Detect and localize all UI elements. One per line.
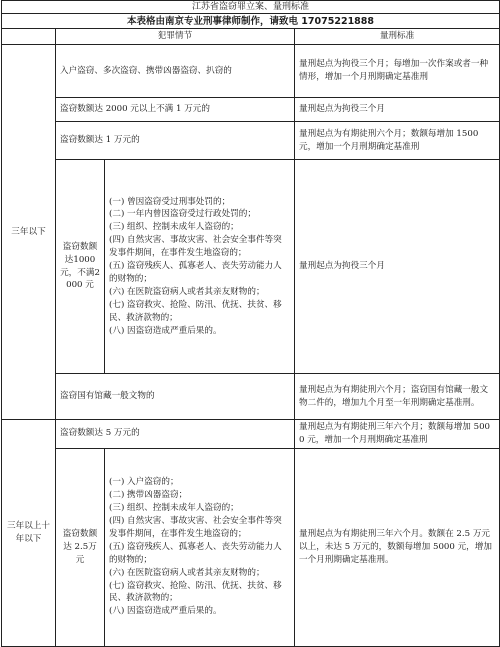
list-item: (四) 自然灾害、事故灾害、社会安全事件等突发事件期间，在事件发生地盗窃的； [109, 516, 282, 539]
list-item: (四) 自然灾害、事故灾害、社会安全事件等突发事件期间，在事件发生地盗窃的； [109, 235, 282, 259]
sub-label: 盗窃数额达 2.5万元 [56, 448, 105, 646]
notice-banner: 本表格由南京专业刑事律师制作，请致电 17075221888 [2, 14, 500, 29]
crime-cell: 盗窃数额达 2000 元以上不满 1 万元的 [56, 98, 295, 122]
sentence-cell: 量刑起点为有期徒刑三年六个月。数额在 2.5 万元以上，未达 5 万元的，数额每增加 5000 元，增加一个月刑期确定基准刑。 [295, 448, 500, 646]
sentence-cell: 量刑起点为拘役三个月 [295, 160, 500, 374]
header-sentence: 量刑标准 [295, 29, 500, 45]
sentencing-table [1, 0, 500, 647]
crime-cell: 盗窃国有馆藏一般文物的 [56, 374, 295, 420]
group-label-3-to-10-years: 三年以上十年以下 [2, 420, 56, 647]
table-title: 江苏省盗窃罪立案、量刑标准 [2, 1, 500, 14]
sentence-cell: 量刑起点为有期徒刑三年六个月；数额每增加 5000 元，增加一个月刑期确定基准刑 [295, 420, 500, 449]
list-item: (三) 组织、控制未成年人盗窃的； [109, 503, 239, 514]
header-blank [2, 29, 56, 45]
sentence-cell: 量刑起点为有期徒刑六个月；数额每增加 1500 元，增加一个月刑期确定基准刑 [295, 122, 500, 160]
circumstance-list [105, 160, 295, 374]
crime-cell: 盗窃数额达 5 万元的 [56, 420, 295, 449]
crime-cell: 入户盗窃、多次盗窃、携带凶器盗窃、扒窃的 [56, 45, 295, 98]
list-item: (六) 在医院盗窃病人或者其亲友财物的； [109, 286, 265, 297]
circumstance-list [105, 448, 295, 646]
list-item: (五) 盗窃残疾人、孤寡老人、丧失劳动能力人的财物的； [109, 541, 282, 565]
list-item: (七) 盗窃救灾、抢险、防汛、优抚、扶贫、移民、救济款物的； [109, 580, 282, 604]
group-label-under-3-years: 三年以下 [2, 45, 56, 420]
sentence-cell: 量刑起点为拘役三个月 [295, 98, 500, 122]
list-item: (一) 入户盗窃的； [109, 477, 179, 488]
list-item: (一) 曾因盗窃受过刑事处罚的； [109, 196, 231, 207]
list-item: (六) 在医院盗窃病人或者其亲友财物的； [109, 567, 265, 578]
sentence-cell: 量刑起点为有期徒刑六个月；盗窃国有馆藏一般文物二件的，增加九个月至一年刑期确定基准刑。 [295, 374, 500, 420]
list-item: (八) 因盗窃造成严重后果的。 [109, 606, 222, 617]
sentence-cell: 量刑起点为拘役三个月；每增加一次作案或者一种情形，增加一个月刑期确定基准刑 [295, 45, 500, 98]
header-crime: 犯罪情节 [56, 29, 295, 45]
list-item: (二) 携带凶器盗窃； [109, 490, 188, 501]
list-item: (八) 因盗窃造成严重后果的。 [109, 325, 222, 336]
list-item: (七) 盗窃救灾、抢险、防汛、优抚、扶贫、移民、救济款物的； [109, 299, 282, 323]
list-item: (三) 组织、控制未成年人盗窃的； [109, 222, 239, 233]
crime-cell: 盗窃数额达 1 万元的 [56, 122, 295, 160]
list-item: (五) 盗窃残疾人、孤寡老人、丧失劳动能力人的财物的； [109, 261, 282, 284]
sub-label: 盗窃数额达1000 元，不满2000 元 [56, 160, 105, 374]
list-item: (二) 一年内曾因盗窃受过行政处罚的； [109, 209, 256, 220]
